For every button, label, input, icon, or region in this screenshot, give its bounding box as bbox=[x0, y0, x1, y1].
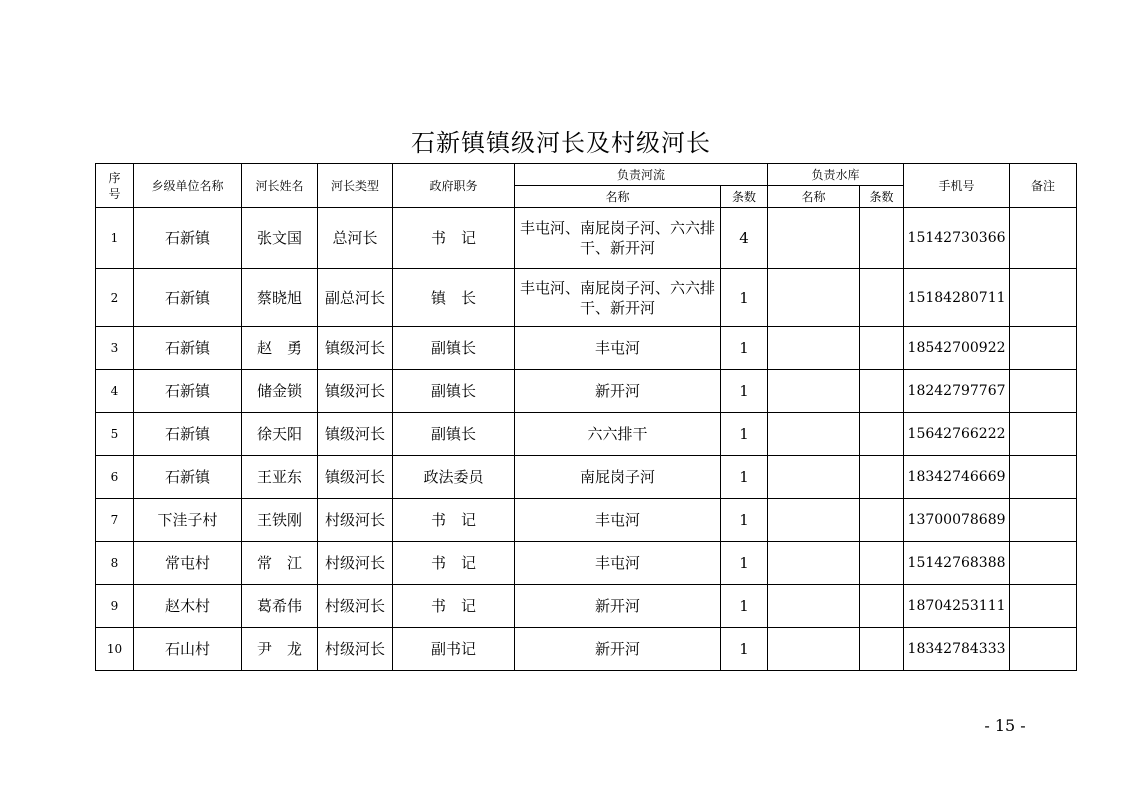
cell-seq: 10 bbox=[96, 628, 134, 671]
cell-note bbox=[1010, 456, 1077, 499]
table-body bbox=[96, 208, 1077, 671]
header-duty: 政府职务 bbox=[393, 164, 515, 208]
cell-phone: 15184280711 bbox=[904, 269, 1010, 327]
name-text: 尹 龙 bbox=[256, 640, 302, 658]
cell-name bbox=[242, 208, 318, 269]
name-text: 张文国 bbox=[256, 229, 302, 247]
cell-unit: 常屯村 bbox=[134, 542, 242, 585]
cell-reservoir bbox=[768, 628, 860, 671]
cell-name bbox=[242, 542, 318, 585]
cell-rivers: 丰屯河 bbox=[515, 327, 721, 370]
cell-name bbox=[242, 413, 318, 456]
duty-text: 书 记 bbox=[430, 597, 476, 615]
cell-name bbox=[242, 370, 318, 413]
cell-reservoir-count bbox=[860, 208, 904, 269]
header-type: 河长类型 bbox=[318, 164, 393, 208]
cell-duty bbox=[393, 327, 515, 370]
cell-type: 村级河长 bbox=[318, 499, 393, 542]
cell-unit: 赵木村 bbox=[134, 585, 242, 628]
cell-duty bbox=[393, 585, 515, 628]
cell-duty bbox=[393, 456, 515, 499]
cell-note bbox=[1010, 327, 1077, 370]
page-number: - 15 - bbox=[984, 716, 1026, 735]
cell-name bbox=[242, 269, 318, 327]
cell-rivers: 南屁岗子河 bbox=[515, 456, 721, 499]
cell-duty bbox=[393, 413, 515, 456]
header-name: 河长姓名 bbox=[242, 164, 318, 208]
duty-text: 书 记 bbox=[430, 511, 476, 529]
cell-unit: 石新镇 bbox=[134, 413, 242, 456]
cell-phone: 13700078689 bbox=[904, 499, 1010, 542]
cell-reservoir bbox=[768, 208, 860, 269]
cell-note bbox=[1010, 585, 1077, 628]
cell-river-count: 1 bbox=[721, 585, 768, 628]
table-row bbox=[96, 208, 1077, 269]
river-chief-table bbox=[95, 163, 1077, 671]
duty-text: 政法委员 bbox=[423, 468, 484, 486]
table-row bbox=[96, 628, 1077, 671]
cell-river-count: 1 bbox=[721, 269, 768, 327]
header-phone: 手机号 bbox=[904, 164, 1010, 208]
table-row bbox=[96, 413, 1077, 456]
header-unit: 乡级单位名称 bbox=[134, 164, 242, 208]
cell-type: 镇级河长 bbox=[318, 370, 393, 413]
cell-reservoir-count bbox=[860, 269, 904, 327]
cell-type: 副总河长 bbox=[318, 269, 393, 327]
cell-note bbox=[1010, 628, 1077, 671]
cell-reservoir bbox=[768, 585, 860, 628]
cell-reservoir bbox=[768, 269, 860, 327]
cell-note bbox=[1010, 208, 1077, 269]
cell-unit: 下洼子村 bbox=[134, 499, 242, 542]
cell-rivers: 新开河 bbox=[515, 585, 721, 628]
cell-unit: 石新镇 bbox=[134, 327, 242, 370]
cell-duty bbox=[393, 208, 515, 269]
duty-text: 书 记 bbox=[430, 554, 476, 572]
cell-reservoir-count bbox=[860, 499, 904, 542]
table-row bbox=[96, 269, 1077, 327]
cell-rivers: 丰屯河、南屁岗子河、六六排干、新开河 bbox=[515, 269, 721, 327]
table-row bbox=[96, 499, 1077, 542]
cell-type: 镇级河长 bbox=[318, 413, 393, 456]
header-note: 备注 bbox=[1010, 164, 1077, 208]
cell-note bbox=[1010, 499, 1077, 542]
cell-type: 村级河长 bbox=[318, 628, 393, 671]
cell-reservoir-count bbox=[860, 456, 904, 499]
cell-name bbox=[242, 499, 318, 542]
cell-reservoir-count bbox=[860, 370, 904, 413]
cell-reservoir-count bbox=[860, 327, 904, 370]
cell-name bbox=[242, 456, 318, 499]
table-row bbox=[96, 370, 1077, 413]
duty-text: 书 记 bbox=[430, 229, 476, 247]
duty-text: 副镇长 bbox=[430, 425, 476, 443]
cell-seq: 2 bbox=[96, 269, 134, 327]
cell-phone: 15142768388 bbox=[904, 542, 1010, 585]
name-text: 徐天阳 bbox=[256, 425, 302, 443]
name-text: 常 江 bbox=[256, 554, 302, 572]
cell-name bbox=[242, 628, 318, 671]
cell-river-count: 4 bbox=[721, 208, 768, 269]
cell-unit: 石新镇 bbox=[134, 370, 242, 413]
cell-note bbox=[1010, 370, 1077, 413]
cell-reservoir bbox=[768, 413, 860, 456]
cell-rivers: 六六排干 bbox=[515, 413, 721, 456]
cell-reservoir bbox=[768, 542, 860, 585]
cell-type: 村级河长 bbox=[318, 542, 393, 585]
header-river-group: 负责河流 bbox=[515, 164, 768, 186]
cell-rivers: 丰屯河 bbox=[515, 542, 721, 585]
cell-rivers: 新开河 bbox=[515, 370, 721, 413]
cell-type: 村级河长 bbox=[318, 585, 393, 628]
cell-name bbox=[242, 585, 318, 628]
cell-type: 镇级河长 bbox=[318, 456, 393, 499]
name-text: 王亚东 bbox=[256, 468, 302, 486]
table-row bbox=[96, 542, 1077, 585]
cell-phone: 18342784333 bbox=[904, 628, 1010, 671]
cell-duty bbox=[393, 370, 515, 413]
table-row bbox=[96, 456, 1077, 499]
cell-note bbox=[1010, 413, 1077, 456]
table-row bbox=[96, 327, 1077, 370]
cell-phone: 18704253111 bbox=[904, 585, 1010, 628]
cell-unit: 石山村 bbox=[134, 628, 242, 671]
cell-seq: 3 bbox=[96, 327, 134, 370]
cell-seq: 7 bbox=[96, 499, 134, 542]
name-text: 储金锁 bbox=[256, 382, 302, 400]
name-text: 王铁刚 bbox=[256, 511, 302, 529]
cell-reservoir-count bbox=[860, 628, 904, 671]
header-seq: 序 号 bbox=[96, 164, 134, 208]
document-title: 石新镇镇级河长及村级河长 bbox=[411, 129, 711, 157]
cell-seq: 9 bbox=[96, 585, 134, 628]
duty-text: 副镇长 bbox=[430, 339, 476, 357]
name-text: 蔡晓旭 bbox=[256, 288, 302, 307]
cell-river-count: 1 bbox=[721, 370, 768, 413]
cell-river-count: 1 bbox=[721, 456, 768, 499]
name-text: 葛希伟 bbox=[256, 597, 302, 615]
cell-river-count: 1 bbox=[721, 542, 768, 585]
cell-reservoir bbox=[768, 327, 860, 370]
cell-unit: 石新镇 bbox=[134, 208, 242, 269]
table-row bbox=[96, 585, 1077, 628]
header-reservoir-name: 名称 bbox=[768, 186, 860, 208]
cell-reservoir-count bbox=[860, 542, 904, 585]
duty-text: 副镇长 bbox=[430, 382, 476, 400]
duty-text: 副书记 bbox=[430, 640, 476, 658]
cell-phone: 15142730366 bbox=[904, 208, 1010, 269]
cell-type: 总河长 bbox=[318, 208, 393, 269]
cell-note bbox=[1010, 269, 1077, 327]
cell-river-count: 1 bbox=[721, 628, 768, 671]
cell-river-count: 1 bbox=[721, 499, 768, 542]
cell-rivers: 新开河 bbox=[515, 628, 721, 671]
cell-duty bbox=[393, 499, 515, 542]
cell-unit: 石新镇 bbox=[134, 456, 242, 499]
cell-phone: 15642766222 bbox=[904, 413, 1010, 456]
cell-reservoir bbox=[768, 499, 860, 542]
cell-unit: 石新镇 bbox=[134, 269, 242, 327]
cell-reservoir-count bbox=[860, 413, 904, 456]
cell-reservoir bbox=[768, 370, 860, 413]
cell-reservoir-count bbox=[860, 585, 904, 628]
cell-phone: 18242797767 bbox=[904, 370, 1010, 413]
cell-reservoir bbox=[768, 456, 860, 499]
cell-seq: 5 bbox=[96, 413, 134, 456]
duty-text: 镇 长 bbox=[430, 288, 476, 307]
cell-note bbox=[1010, 542, 1077, 585]
cell-river-count: 1 bbox=[721, 327, 768, 370]
header-river-count: 条数 bbox=[721, 186, 768, 208]
header-reservoir-count: 条数 bbox=[860, 186, 904, 208]
cell-rivers: 丰屯河、南屁岗子河、六六排干、新开河 bbox=[515, 208, 721, 269]
cell-type: 镇级河长 bbox=[318, 327, 393, 370]
table-header bbox=[96, 164, 1077, 208]
cell-seq: 6 bbox=[96, 456, 134, 499]
cell-rivers: 丰屯河 bbox=[515, 499, 721, 542]
header-river-name: 名称 bbox=[515, 186, 721, 208]
cell-duty bbox=[393, 628, 515, 671]
cell-river-count: 1 bbox=[721, 413, 768, 456]
cell-phone: 18342746669 bbox=[904, 456, 1010, 499]
name-text: 赵 勇 bbox=[256, 339, 302, 357]
cell-duty bbox=[393, 542, 515, 585]
cell-seq: 1 bbox=[96, 208, 134, 269]
cell-duty bbox=[393, 269, 515, 327]
cell-phone: 18542700922 bbox=[904, 327, 1010, 370]
header-reservoir-group: 负责水库 bbox=[768, 164, 904, 186]
cell-seq: 8 bbox=[96, 542, 134, 585]
cell-seq: 4 bbox=[96, 370, 134, 413]
cell-name bbox=[242, 327, 318, 370]
